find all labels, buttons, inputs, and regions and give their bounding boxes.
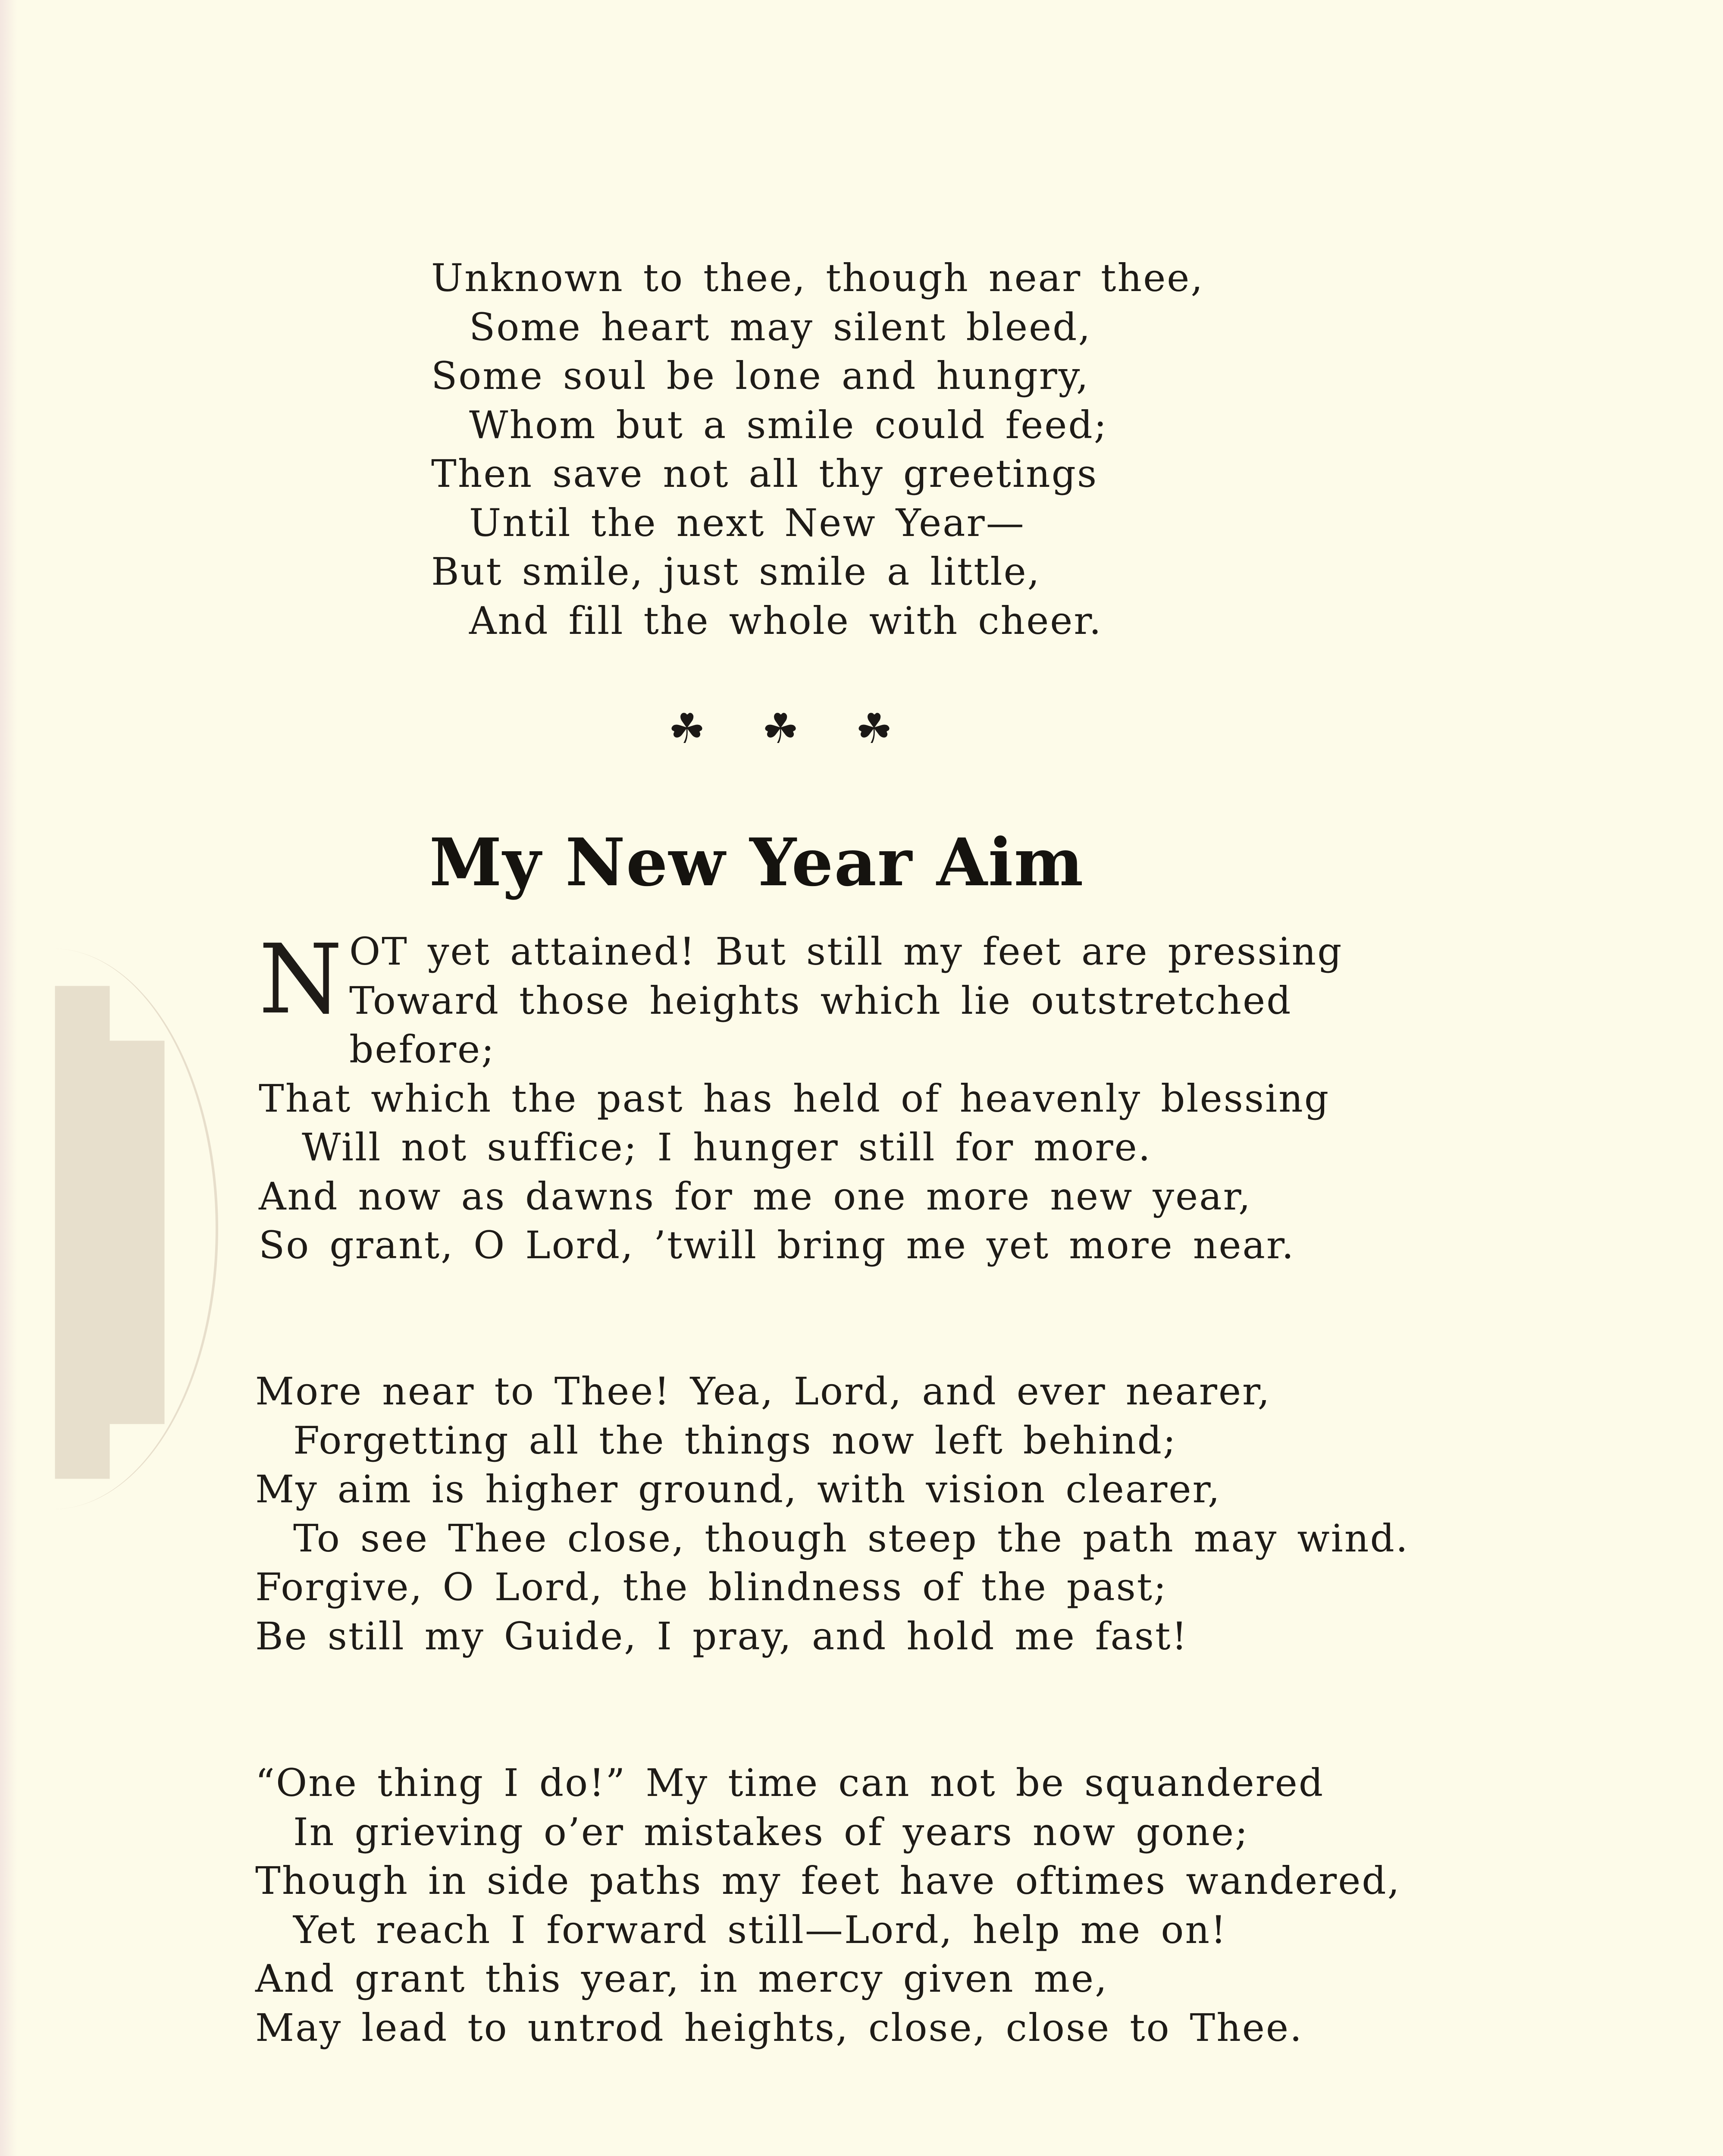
poem-line: That which the past has held of heavenly blessing bbox=[259, 1076, 1330, 1121]
poem-line: In grieving o’er mistakes of years now gone; bbox=[293, 1809, 1249, 1854]
poem-line: More near to Thee! Yea, Lord, and ever nearer, bbox=[255, 1369, 1271, 1413]
poem-line: Will not suffice; I hunger still for more. bbox=[302, 1125, 1152, 1169]
poem-line: But smile, just smile a little, bbox=[431, 549, 1041, 594]
poem-line: “One thing I do!” My time can not be squandered bbox=[255, 1761, 1325, 1805]
poem-line: And now as dawns for me one more new year, bbox=[259, 1174, 1252, 1219]
clover-ornament-icon: ☘ bbox=[855, 705, 893, 753]
poem-line: before; bbox=[349, 1027, 495, 1072]
poem-line: Whom but a smile could feed; bbox=[469, 402, 1108, 447]
poem-line: Some heart may silent bleed, bbox=[469, 304, 1092, 349]
stanza-3 bbox=[255, 1758, 1401, 2052]
poem-line: May lead to untrod heights, close, close to Thee. bbox=[255, 2005, 1303, 2050]
stanza-2 bbox=[255, 1367, 1409, 1661]
poem-line: And grant this year, in mercy given me, bbox=[255, 1956, 1109, 2001]
poem-line: OT yet attained! But still my feet are pressing bbox=[349, 929, 1343, 974]
poem-line: My aim is higher ground, with vision clearer, bbox=[255, 1467, 1221, 1511]
stanza-1 bbox=[259, 924, 1343, 1270]
drop-cap: N bbox=[259, 924, 343, 1035]
poem-line: Forgive, O Lord, the blindness of the past; bbox=[255, 1565, 1168, 1609]
poem-line: Yet reach I forward still—Lord, help me on! bbox=[293, 1907, 1228, 1952]
section-divider bbox=[668, 705, 893, 753]
clover-ornament-icon: ☘ bbox=[668, 705, 706, 753]
poem-line: Then save not all thy greetings bbox=[431, 451, 1098, 496]
poem-line: Forgetting all the things now left behind; bbox=[293, 1418, 1177, 1463]
poem-line: Until the next New Year— bbox=[469, 500, 1025, 545]
poem-line: To see Thee close, though steep the path may wind. bbox=[293, 1516, 1409, 1561]
clover-ornament-icon: ☘ bbox=[761, 705, 799, 753]
stanza-previous-poem bbox=[431, 254, 1204, 645]
poem-line: Unknown to thee, though near thee, bbox=[431, 256, 1204, 300]
poem-line: Be still my Guide, I pray, and hold me fast! bbox=[255, 1614, 1188, 1658]
paper-fold-shadow bbox=[0, 949, 218, 1509]
poem-line: Though in side paths my feet have oftimes wandered, bbox=[255, 1858, 1401, 1903]
poem-line: Some soul be lone and hungry, bbox=[431, 354, 1090, 398]
poem-line: So grant, O Lord, ’twill bring me yet more near. bbox=[259, 1223, 1295, 1267]
poem-title: My New Year Aim bbox=[429, 824, 1084, 901]
poem-line: And fill the whole with cheer. bbox=[469, 598, 1103, 643]
poem-line: Toward those heights which lie outstretched bbox=[349, 978, 1292, 1023]
